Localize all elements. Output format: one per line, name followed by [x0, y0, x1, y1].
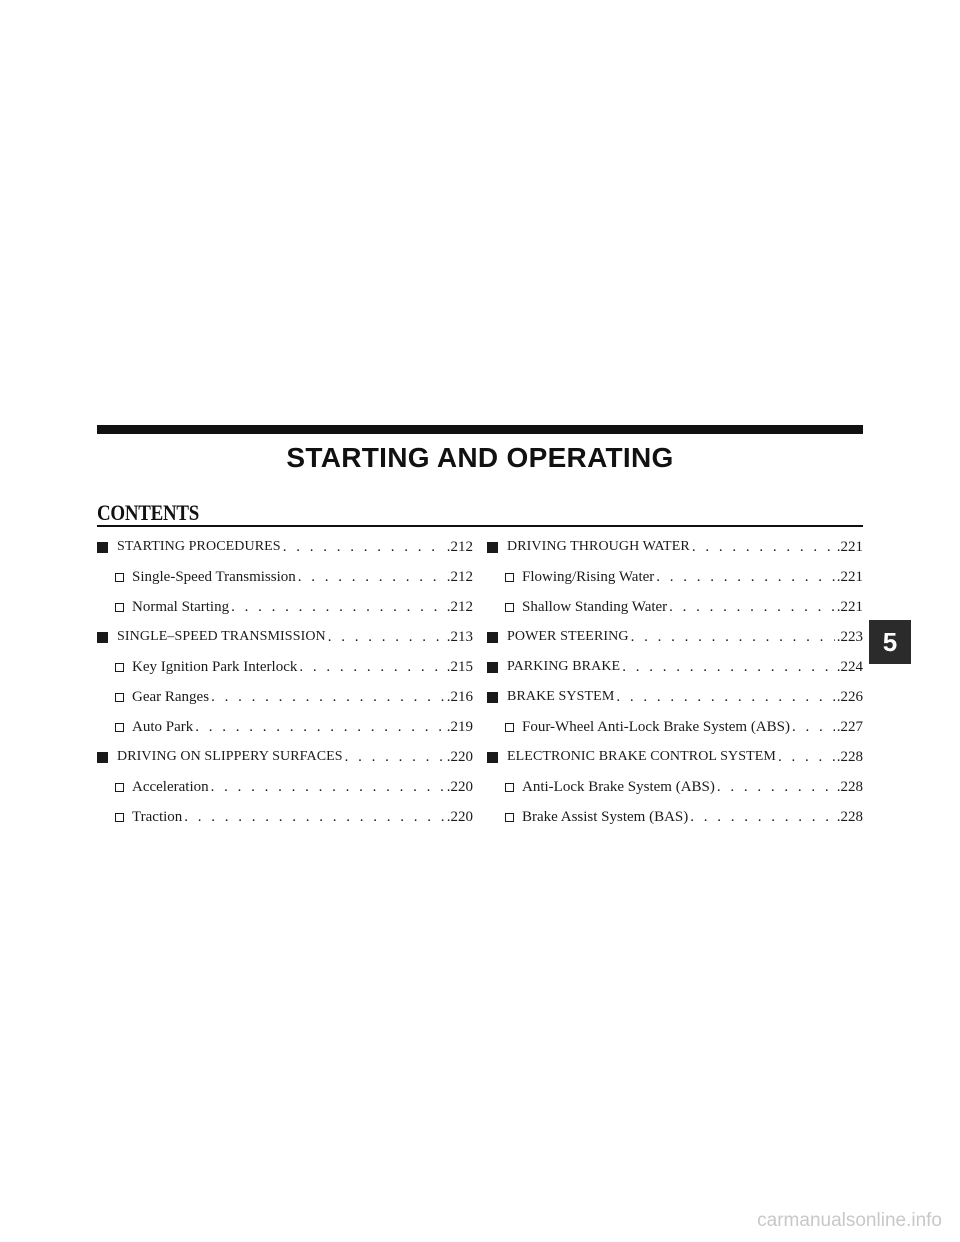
dot-leader: [669, 600, 835, 615]
toc-entry-page: .212: [446, 598, 473, 615]
toc-entry-label: POWER STEERING: [507, 629, 629, 644]
toc-entry-page: .215: [446, 658, 473, 675]
toc-entry-label: Acceleration: [132, 778, 209, 795]
dot-leader: [792, 720, 835, 735]
toc-entry-label: Traction: [132, 808, 183, 825]
toc-entry[interactable]: [487, 772, 863, 802]
toc-entry-label: BRAKE SYSTEM: [507, 689, 615, 704]
toc-entry-page: .221: [836, 568, 863, 585]
dot-leader: [231, 600, 445, 615]
dot-leader: [211, 690, 445, 705]
toc-entry-page: .228: [836, 808, 863, 825]
toc-entry-page: .228: [836, 748, 863, 765]
toc-left-column: [97, 532, 473, 832]
toc-entry[interactable]: [487, 802, 863, 832]
dot-leader: [692, 540, 835, 555]
toc-entry-label: Single-Speed Transmission: [132, 568, 296, 585]
dot-leader: [328, 630, 445, 645]
toc-entry-page: .220: [446, 778, 473, 795]
toc-entry-label: DRIVING ON SLIPPERY SURFACES: [117, 749, 343, 764]
toc-entry[interactable]: [97, 772, 473, 802]
toc-entry[interactable]: [487, 652, 863, 682]
toc-entry-page: .216: [446, 688, 473, 705]
toc-entry[interactable]: [97, 712, 473, 742]
toc-entry-label: Gear Ranges: [132, 688, 210, 705]
dot-leader: [184, 810, 444, 825]
toc-right-column: [487, 532, 863, 832]
dot-leader: [298, 570, 445, 585]
dot-leader: [195, 720, 445, 735]
toc-entry-page: .212: [446, 568, 473, 585]
toc-entry[interactable]: [487, 712, 863, 742]
toc-entry-page: .219: [446, 718, 473, 735]
toc-entry-page: .224: [836, 658, 863, 675]
hollow-square-bullet-icon: [115, 663, 124, 672]
chapter-title: STARTING AND OPERATING: [286, 442, 674, 473]
filled-square-bullet-icon: [97, 752, 108, 763]
hollow-square-bullet-icon: [115, 693, 124, 702]
hollow-square-bullet-icon: [505, 813, 514, 822]
filled-square-bullet-icon: [487, 752, 498, 763]
toc-entry[interactable]: [97, 652, 473, 682]
toc-entry-page: .221: [836, 538, 863, 555]
hollow-square-bullet-icon: [115, 723, 124, 732]
toc-entry[interactable]: [97, 742, 473, 772]
toc-entry[interactable]: [487, 682, 863, 712]
toc-entry-label: STARTING PROCEDURES: [117, 539, 281, 554]
toc-entry-label: SINGLE–SPEED TRANSMISSION: [117, 629, 326, 644]
hollow-square-bullet-icon: [505, 603, 514, 612]
toc-entry-page: .220: [446, 808, 473, 825]
watermark: carmanualsonline.info: [757, 1210, 942, 1231]
dot-leader: [631, 630, 835, 645]
dot-leader: [622, 660, 835, 675]
dot-leader: [717, 780, 835, 795]
toc-entry-page: .213: [446, 628, 473, 645]
filled-square-bullet-icon: [97, 542, 108, 553]
hollow-square-bullet-icon: [115, 783, 124, 792]
hollow-square-bullet-icon: [505, 573, 514, 582]
hollow-square-bullet-icon: [115, 603, 124, 612]
toc-entry[interactable]: [97, 562, 473, 592]
filled-square-bullet-icon: [97, 632, 108, 643]
toc-entry-label: Flowing/Rising Water: [522, 568, 655, 585]
dot-leader: [656, 570, 834, 585]
hollow-square-bullet-icon: [115, 813, 124, 822]
filled-square-bullet-icon: [487, 662, 498, 673]
toc-entry-page: .221: [836, 598, 863, 615]
toc-entry[interactable]: [487, 622, 863, 652]
toc-entry[interactable]: [487, 562, 863, 592]
contents-heading: CONTENTS: [97, 500, 200, 525]
toc-entry-label: Key Ignition Park Interlock: [132, 658, 298, 675]
filled-square-bullet-icon: [487, 632, 498, 643]
toc-entry-label: Brake Assist System (BAS): [522, 808, 689, 825]
toc-entry[interactable]: [97, 802, 473, 832]
toc-entry-page: .220: [446, 748, 473, 765]
toc-entry-page: .223: [836, 628, 863, 645]
dot-leader: [690, 810, 834, 825]
dot-leader: [616, 690, 834, 705]
toc-entry-label: Four-Wheel Anti-Lock Brake System (ABS): [522, 718, 790, 735]
toc-entry-page: .226: [836, 688, 863, 705]
toc-entry-label: ELECTRONIC BRAKE CONTROL SYSTEM: [507, 749, 776, 764]
contents-rule: [97, 525, 863, 527]
hollow-square-bullet-icon: [115, 573, 124, 582]
hollow-square-bullet-icon: [505, 783, 514, 792]
hollow-square-bullet-icon: [505, 723, 514, 732]
toc-entry[interactable]: [487, 592, 863, 622]
toc-entry-label: Shallow Standing Water: [522, 598, 668, 615]
toc-entry-page: .228: [836, 778, 863, 795]
toc-entry-label: PARKING BRAKE: [507, 659, 621, 674]
dot-leader: [345, 750, 445, 765]
toc-entry-label: Normal Starting: [132, 598, 230, 615]
dot-leader: [211, 780, 445, 795]
toc-entry[interactable]: [97, 592, 473, 622]
chapter-tab[interactable]: 5: [869, 620, 911, 664]
toc-entry-label: Auto Park: [132, 718, 194, 735]
toc-entry[interactable]: [487, 532, 863, 562]
dot-leader: [299, 660, 444, 675]
filled-square-bullet-icon: [487, 542, 498, 553]
chapter-top-rule: [97, 425, 863, 434]
toc-entry-label: Anti-Lock Brake System (ABS): [522, 778, 715, 795]
toc-entry[interactable]: [97, 532, 473, 562]
dot-leader: [283, 540, 445, 555]
toc-entry[interactable]: [487, 742, 863, 772]
filled-square-bullet-icon: [487, 692, 498, 703]
dot-leader: [778, 750, 835, 765]
toc-entry[interactable]: [97, 682, 473, 712]
toc-entry-label: DRIVING THROUGH WATER: [507, 539, 690, 554]
toc-entry-page: .227: [836, 718, 863, 735]
toc-entry-page: .212: [446, 538, 473, 555]
toc-entry[interactable]: [97, 622, 473, 652]
